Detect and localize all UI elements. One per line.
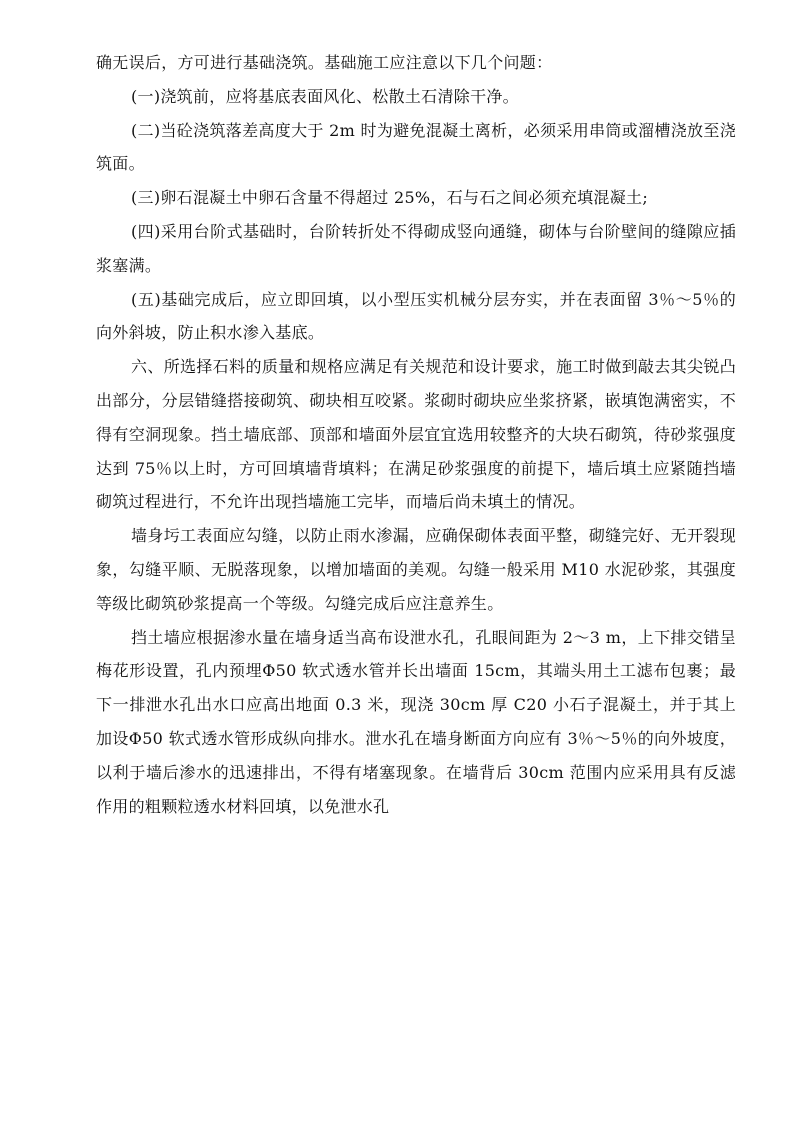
paragraph-item-3: (三)卵石混凝土中卵石含量不得超过 25%，石与石之间必须充填混凝土;: [131, 188, 649, 208]
paragraph-section-6: 六、所选择石料的质量和规格应满足有关规范和设计要求，施工时做到敲去其尖锐凸出部分，分层错缝搭接砌筑、砌块相互咬紧。浆砌时砌块应坐浆挤紧，嵌填饱满密实，不得有空洞现象。挡土墙底部、顶部和墙面外层宜宜选用较整齐的大块石砌筑，待砂浆强度达到 75％以上时，方可回填墙背填料；在满足砂浆强度的前提下，墙后填土应紧随挡墙砌筑过程进行，不允许出现挡墙施工完毕，而墙后尚未填土的情况。: [96, 357, 736, 512]
paragraph-continuation: 确无误后，方可进行基础浇筑。基础施工应注意以下几个问题：: [96, 53, 553, 72]
paragraph-item-5: (五)基础完成后，应立即回填，以小型压实机械分层夯实，并在表面留 3％～5％的向外斜坡，防止积水渗入基底。: [96, 289, 736, 343]
paragraph-item-2: (二)当砼浇筑落差高度大于 2m 时为避免混凝土离析，必须采用串筒或溜槽浇放至浇筑面。: [96, 120, 736, 174]
paragraph-item-1: (一)浇筑前，应将基底表面风化、松散土石清除干净。: [131, 86, 519, 106]
paragraph-drainage: 挡土墙应根据渗水量在墙身适当高布设泄水孔，孔眼间距为 2～3 m，上下排交错呈梅花形设置，孔内预埋Φ50 软式透水管并长出墙面 15cm，其端头用土工滤布包裹；最下一排泄水孔出水口应高出地面 0.3 米，现浇 30cm 厚 C20 小石子混凝土，并于其上加设Φ50 软式透水管形成纵向排水。泄水孔在墙身断面方向应有 3％～5％的向外坡度，以利于墙后渗水的迅速排出，不得有堵塞现象。在墙背后 30cm 范围内应采用具有反滤作用的粗颗粒透水材料回填，以免泄水孔: [96, 627, 736, 816]
paragraph-item-4: (四)采用台阶式基础时，台阶转折处不得砌成竖向通缝，砌体与台阶壁间的缝隙应插浆塞满。: [96, 221, 736, 275]
document-page: [96, 46, 736, 823]
paragraph-pointing: 墙身圬工表面应勾缝，以防止雨水渗漏，应确保砌体表面平整，砌缝完好、无开裂现象，勾缝平顺、无脱落现象，以增加墙面的美观。勾缝一般采用 M10 水泥砂浆，其强度等级比砌筑砂浆提高一个等级。勾缝完成后应注意养生。: [96, 526, 736, 613]
